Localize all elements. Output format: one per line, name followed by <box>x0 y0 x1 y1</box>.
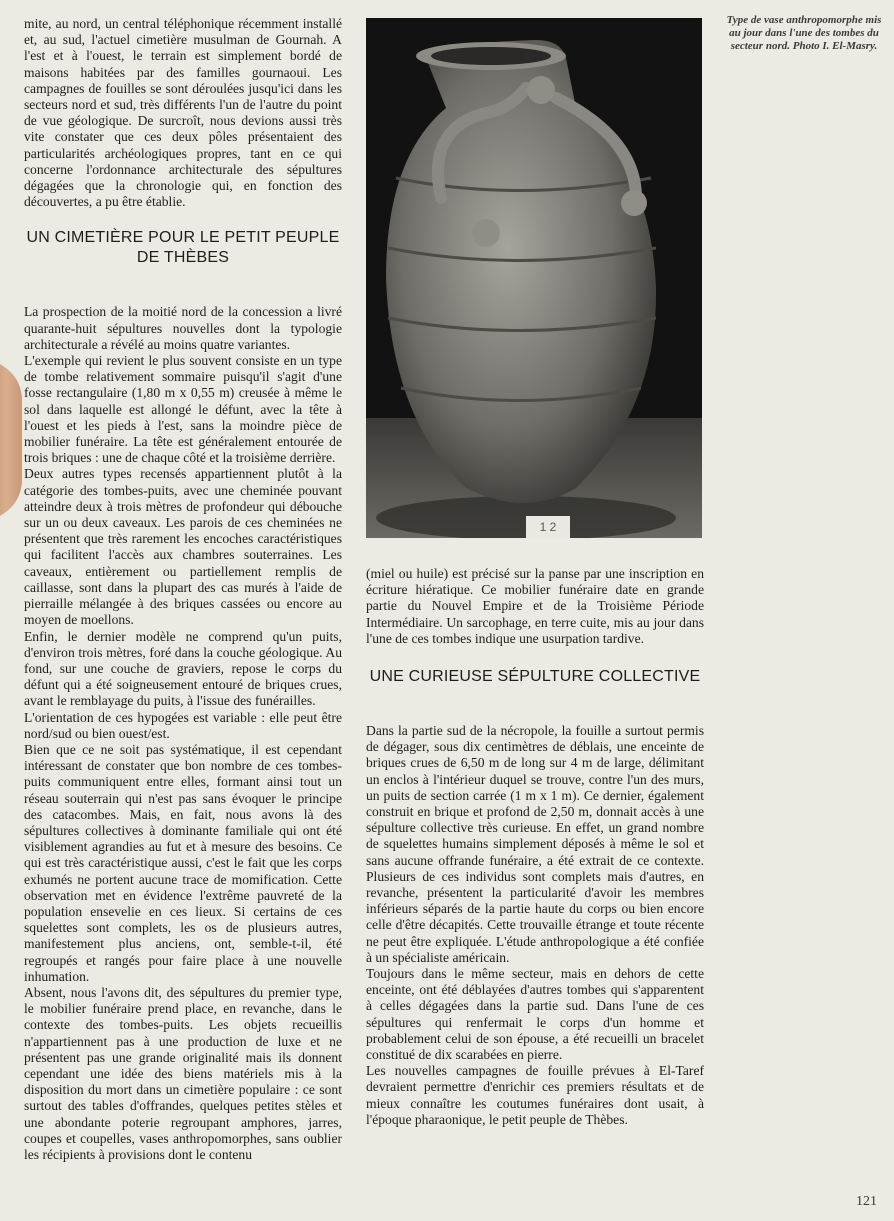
paragraph: (miel ou huile) est précisé sur la panse par une inscription en écriture hiératique. Ce mobilier funéraire date en grande partie du Nouvel Empire et de la Troisième Période Intermédiaire. Un sarcophage, en terre cuite, mis au jour dans l'une de ces tombes indique une usurpation tardive. <box>366 566 704 646</box>
photo-caption: Type de vase anthropomorphe mis au jour dans l'une des tombes du secteur nord. Photo I. El-Masry. <box>726 14 882 53</box>
thumb-holding-page <box>0 360 22 520</box>
paragraph: Bien que ce ne soit pas systématique, il est cependant intéressant de constater que bon nombre de ces tombes-puits communiquent entre elles, formant ainsi tout un réseau souterrain qui n'est pas sans évoquer le principe des catacombes. Mais, en fait, nous avons là des sépultures collectives à dominante familiale qui ont été visiblement agrandies au fut et à mesure des besoins. Ce qui est très caractéristique aussi, c'est le fait que les corps exhumés ne portent aucune trace de momification. Cette observation met en évidence l'extrême pauvreté de la population ensevelie en ces lieux. Si certains de ces squelettes sont complets, les os de plusieurs autres, manifestement plus anciens, ont, semble-t-il, été regroupés et rangés pour faire place à une nouvelle inhumation. <box>24 741 342 984</box>
paragraph: Absent, nous l'avons dit, des sépultures du premier type, le mobilier funéraire prend place, en revanche, dans le contexte des tombes-puits. Les objets recueillis n'appartiennent pas à une production de luxe et ne présentent pas une grande originalité mais ils donnent cependant une idée des biens matériels mis à la disposition du mort dans un cimetière populaire : ce sont surtout des tables d'offrandes, quelques petites stèles et une abondante poterie regroupant amphores, jarres, coupes et coupelles, vases anthropomorphes, sans oublier les récipients à provisions dont le contenu <box>24 984 342 1162</box>
section-heading-cemetery: UN CIMETIÈRE POUR LE PETIT PEUPLE DE THÈBES <box>26 229 340 267</box>
intro-paragraph: mite, au nord, un central téléphonique récemment installé et, au sud, l'actuel cimetière musulman de Gournah. A l'est et à l'ouest, le terrain est simplement bordé de maisons habitées par des familles gournaoui. Les campagnes de fouilles se sont déroulées jusqu'ici dans les secteurs nord et sud, très différents l'un de l'autre du point de vue géologique. De surcroît, nous devions aussi très vite constater que ces deux pôles présentaient des particularités archéologiques propres, tant en ce qui concerne l'ordonnance architecturale des sépultures dégagées que la chronologie qui, en fonction des découvertes, a pu être établie. <box>24 16 342 210</box>
paragraph: Les nouvelles campagnes de fouille prévues à El-Taref devraient permettre d'enrichir ces premiers résultats et de mieux connaître les coutumes funéraires dont usait, à l'époque pharaonique, le petit peuple de Thèbes. <box>366 1063 704 1127</box>
paragraph: Toujours dans le même secteur, mais en dehors de cette enceinte, ont été déblayées d'autres tombes qui s'apparentent à celles dégagées dans la partie sud. Dans l'une de ces sépultures qui renfermait le corps d'un homme et probablement celui de son épouse, a été recueilli un bracelet constitué de dix scarabées en pierre. <box>366 966 704 1063</box>
photo-label-tag: 1 2 <box>526 516 570 538</box>
paragraph: Deux autres types recensés appartiennent plutôt à la catégorie des tombes-puits, avec une cheminée pouvant atteindre deux à trois mètres de profondeur qui débouche sur un ou deux caveaux. Les parois de ces cheminées ne présentent que très rarement les encoches caractéristiques qui facilitent l'accès aux chambres souterraines. Les caveaux, entièrement ou partiellement remplis de caillasse, sont dans la plupart des cas murés à l'aide de pierraille mélangée à des briques cassées ou encore au moyen de moellons. <box>24 466 342 628</box>
paragraph: Dans la partie sud de la nécropole, la fouille a surtout permis de dégager, sous dix centimètres de déblais, une enceinte de briques crues de 6,50 m de long sur 4 m de large, délimitant un enclos à l'intérieur duquel se trouve, contre l'un des murs, un puits de section carrée (1 m x 1 m). Ce dernier, également construit en brique et profond de 2,50 m, donnait accès à une sépulture collective très curieuse. En effet, un grand nombre de squelettes humains simplement déposés à même le sol et sans aucune offrande funéraire, a été extrait de ce contexte. Plusieurs de ces individus sont complets mais d'autres, en revanche, présentent la particularité d'avoir les membres inférieurs séparés de la partie haute du corps ou bien encore celle d'être décapités. Cette trouvaille étrange et toute récente ne peut être expliquée. L'étude anthropologique a été confiée à un spécialiste américain. <box>366 723 704 965</box>
section-heading-burial: UNE CURIEUSE SÉPULTURE COLLECTIVE <box>369 668 701 686</box>
page-number: 121 <box>856 1194 877 1209</box>
paragraph: Enfin, le dernier modèle ne comprend qu'un puits, d'environ trois mètres, foré dans la couche géologique. Au fond, sur une couche de graviers, repose le corps du défunt qui a été soigneusement entouré de briques crues, avant le remblayage du puits, à l'issue des funérailles. <box>24 628 342 709</box>
anthropomorphic-vase-image <box>366 18 702 538</box>
paragraph: L'orientation de ces hypogées est variable : elle peut être nord/sud ou bien ouest/est. <box>24 709 342 741</box>
right-column <box>366 566 704 1128</box>
paragraph: La prospection de la moitié nord de la concession a livré quarante-huit sépultures nouvelles dont la typologie architecturale a révélé au moins quatre variantes. <box>24 304 342 352</box>
paragraph: L'exemple qui revient le plus souvent consiste en un type de tombe relativement sommaire puisqu'il s'agit d'une fosse rectangulaire (1,80 m x 0,55 m) creusée à même le sol dans laquelle est allongé le défunt, avec la tête à l'ouest et les pieds à l'est, sans la moindre pièce de mobilier funéraire. La tête est généralement entourée de trois briques : une de chaque côté et la troisième derrière. <box>24 353 342 466</box>
left-column <box>24 16 342 1163</box>
vase-photo <box>366 18 702 538</box>
